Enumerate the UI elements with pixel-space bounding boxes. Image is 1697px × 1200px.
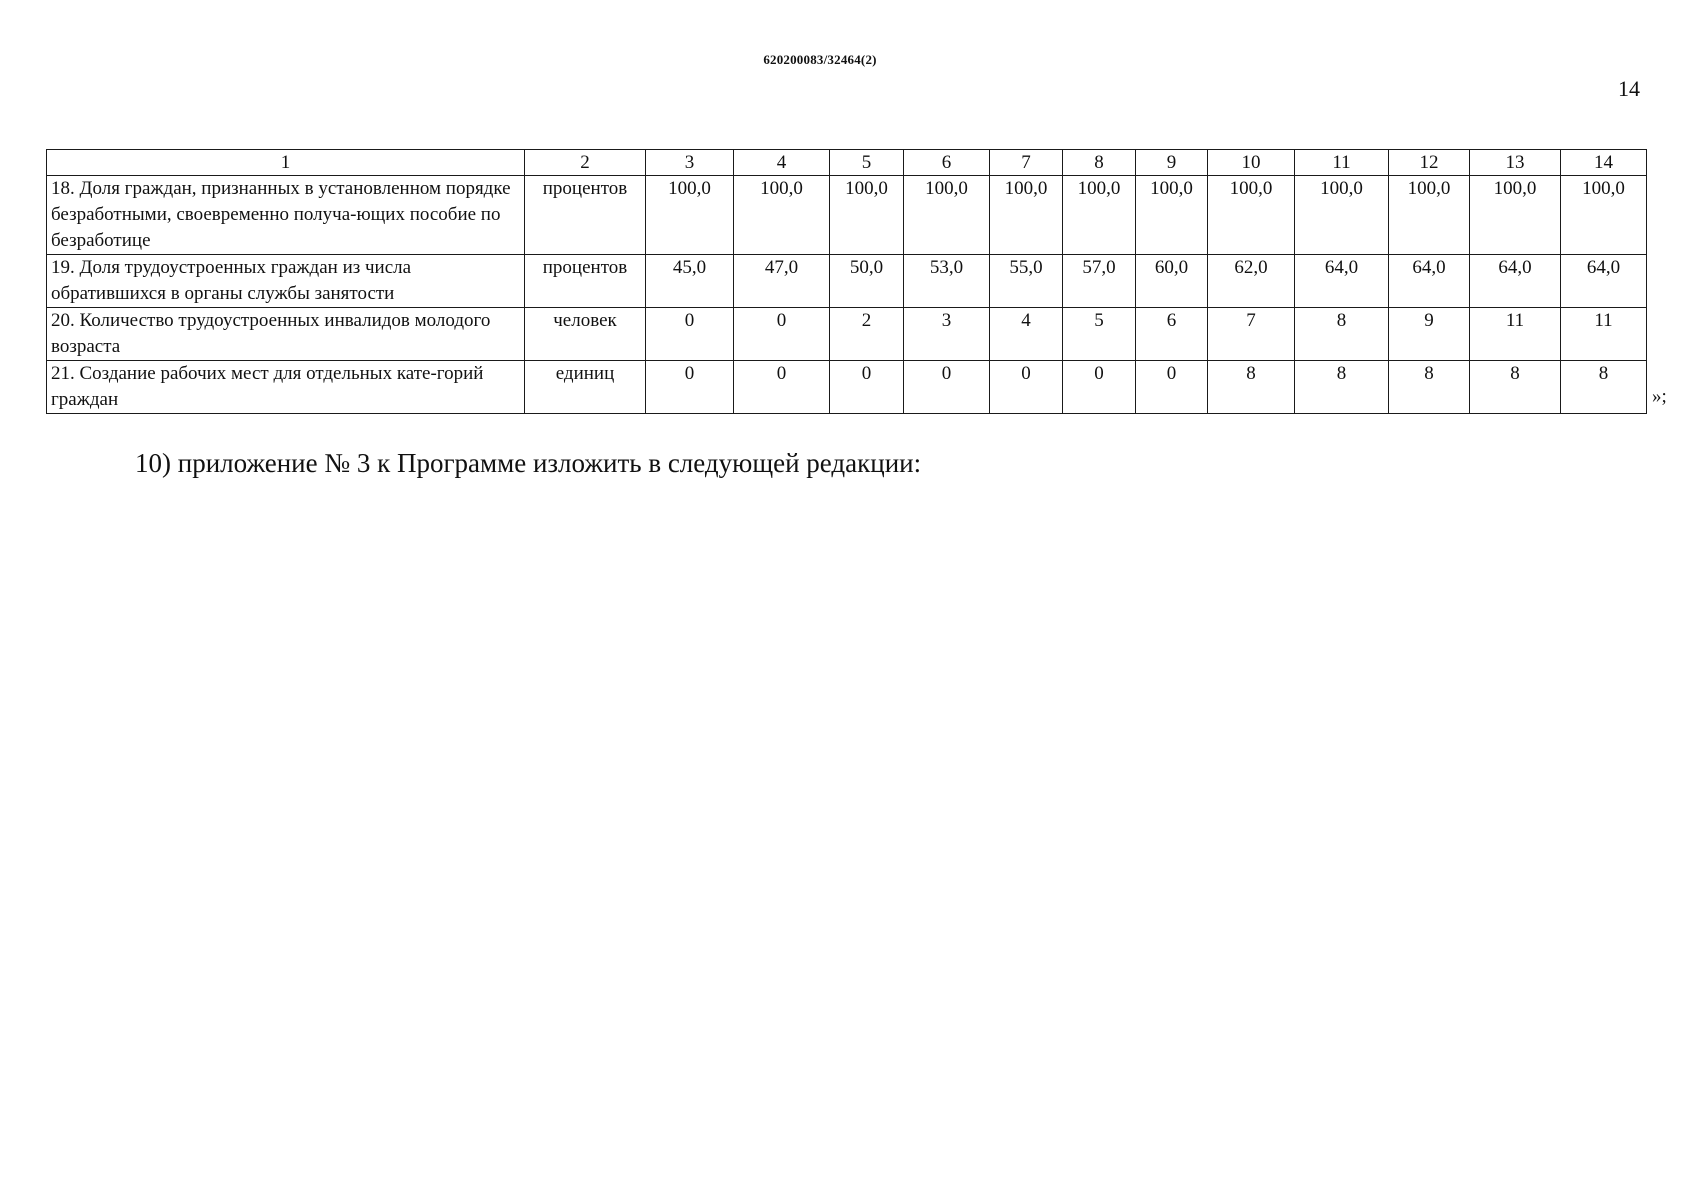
indicator-value: 100,0 bbox=[1389, 176, 1470, 255]
indicator-value: 8 bbox=[1208, 361, 1295, 414]
column-number: 13 bbox=[1470, 150, 1561, 176]
indicator-name: 18. Доля граждан, признанных в установленном порядке безработными, своевременно получа-ющих пособие по безработице bbox=[47, 176, 525, 255]
indicator-value: 0 bbox=[1063, 361, 1136, 414]
indicator-value: 64,0 bbox=[1295, 255, 1389, 308]
indicator-value: 3 bbox=[904, 308, 990, 361]
indicator-value: 5 bbox=[1063, 308, 1136, 361]
indicator-value: 0 bbox=[990, 361, 1063, 414]
indicator-value: 8 bbox=[1295, 308, 1389, 361]
indicator-value: 100,0 bbox=[1136, 176, 1208, 255]
amendment-instruction: 10) приложение № 3 к Программе изложить в следующей редакции: bbox=[135, 448, 922, 478]
column-number: 1 bbox=[47, 150, 525, 176]
indicator-value: 64,0 bbox=[1470, 255, 1561, 308]
table-row-21 bbox=[47, 361, 1647, 414]
column-number: 12 bbox=[1389, 150, 1470, 176]
indicator-name: 21. Создание рабочих мест для отдельных кате-горий граждан bbox=[47, 361, 525, 414]
column-number: 7 bbox=[990, 150, 1063, 176]
column-number-row bbox=[47, 150, 1647, 176]
indicator-value: 0 bbox=[646, 361, 734, 414]
column-number: 3 bbox=[646, 150, 734, 176]
column-number: 8 bbox=[1063, 150, 1136, 176]
page-number: 14 bbox=[1618, 76, 1640, 101]
indicator-unit: человек bbox=[525, 308, 646, 361]
indicator-value: 100,0 bbox=[1295, 176, 1389, 255]
indicator-unit: процентов bbox=[525, 255, 646, 308]
indicator-value: 6 bbox=[1136, 308, 1208, 361]
indicator-value: 0 bbox=[734, 361, 830, 414]
indicator-value: 57,0 bbox=[1063, 255, 1136, 308]
indicator-value: 100,0 bbox=[904, 176, 990, 255]
indicator-value: 50,0 bbox=[830, 255, 904, 308]
indicators-table bbox=[46, 149, 1647, 414]
column-number: 2 bbox=[525, 150, 646, 176]
indicator-value: 8 bbox=[1389, 361, 1470, 414]
indicator-value: 100,0 bbox=[1063, 176, 1136, 255]
closing-quote-mark: »; bbox=[1652, 386, 1667, 407]
table-row-18 bbox=[47, 176, 1647, 255]
indicator-value: 11 bbox=[1470, 308, 1561, 361]
indicator-value: 9 bbox=[1389, 308, 1470, 361]
indicator-value: 8 bbox=[1470, 361, 1561, 414]
indicator-value: 55,0 bbox=[990, 255, 1063, 308]
indicator-value: 0 bbox=[830, 361, 904, 414]
table-row-20 bbox=[47, 308, 1647, 361]
indicator-unit: единиц bbox=[525, 361, 646, 414]
indicator-value: 100,0 bbox=[1208, 176, 1295, 255]
indicator-value: 11 bbox=[1561, 308, 1647, 361]
indicator-value: 53,0 bbox=[904, 255, 990, 308]
indicator-value: 64,0 bbox=[1561, 255, 1647, 308]
indicator-value: 7 bbox=[1208, 308, 1295, 361]
indicator-value: 62,0 bbox=[1208, 255, 1295, 308]
indicator-name: 20. Количество трудоустроенных инвалидов молодого возраста bbox=[47, 308, 525, 361]
indicator-value: 0 bbox=[1136, 361, 1208, 414]
indicator-value: 100,0 bbox=[1470, 176, 1561, 255]
table-row-19 bbox=[47, 255, 1647, 308]
column-number: 11 bbox=[1295, 150, 1389, 176]
indicator-value: 100,0 bbox=[734, 176, 830, 255]
indicator-value: 4 bbox=[990, 308, 1063, 361]
indicator-value: 64,0 bbox=[1389, 255, 1470, 308]
indicator-value: 8 bbox=[1295, 361, 1389, 414]
column-number: 4 bbox=[734, 150, 830, 176]
column-number: 14 bbox=[1561, 150, 1647, 176]
column-number: 10 bbox=[1208, 150, 1295, 176]
column-number: 6 bbox=[904, 150, 990, 176]
indicator-value: 100,0 bbox=[990, 176, 1063, 255]
indicator-value: 0 bbox=[904, 361, 990, 414]
indicator-value: 0 bbox=[734, 308, 830, 361]
column-number: 5 bbox=[830, 150, 904, 176]
indicator-value: 47,0 bbox=[734, 255, 830, 308]
indicator-value: 8 bbox=[1561, 361, 1647, 414]
indicator-value: 45,0 bbox=[646, 255, 734, 308]
indicator-value: 2 bbox=[830, 308, 904, 361]
indicator-value: 100,0 bbox=[830, 176, 904, 255]
indicator-value: 100,0 bbox=[646, 176, 734, 255]
column-number: 9 bbox=[1136, 150, 1208, 176]
indicator-unit: процентов bbox=[525, 176, 646, 255]
document-code: 620200083/32464(2) bbox=[763, 52, 877, 67]
indicator-name: 19. Доля трудоустроенных граждан из числа обратившихся в органы службы занятости bbox=[47, 255, 525, 308]
indicator-value: 100,0 bbox=[1561, 176, 1647, 255]
indicator-value: 60,0 bbox=[1136, 255, 1208, 308]
indicator-value: 0 bbox=[646, 308, 734, 361]
